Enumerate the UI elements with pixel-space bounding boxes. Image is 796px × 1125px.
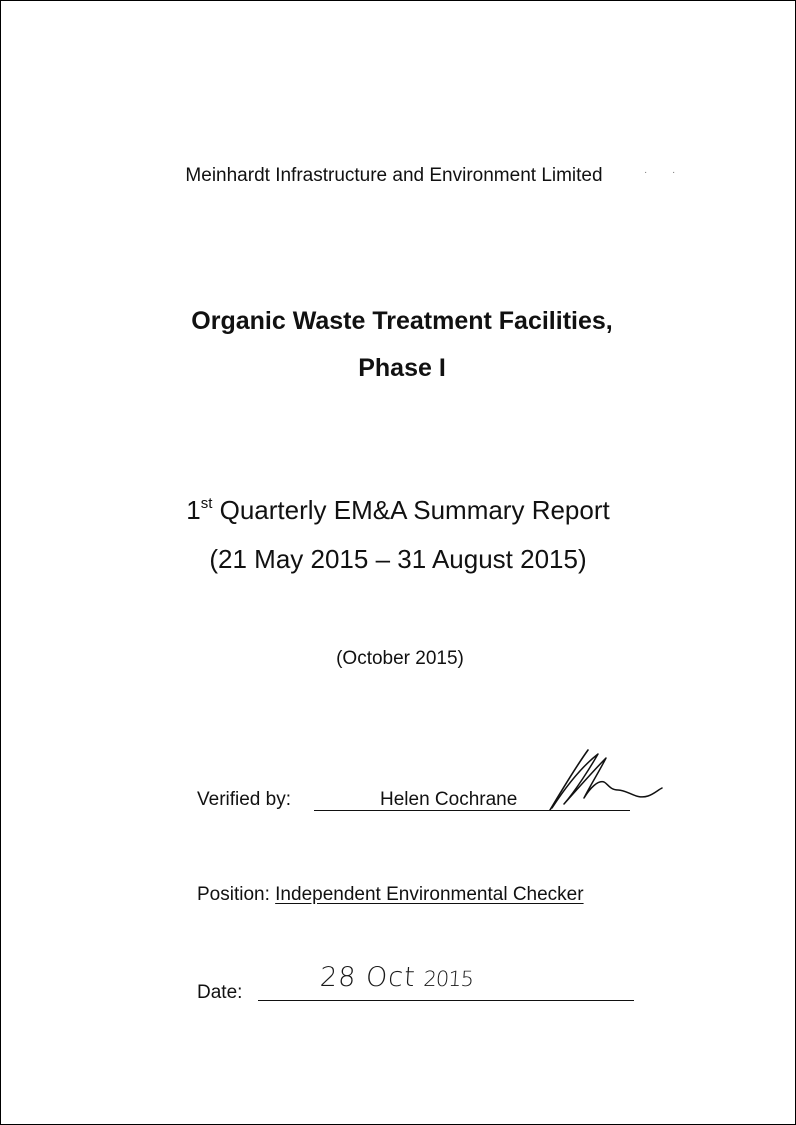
verified-by-label: Verified by: bbox=[197, 789, 291, 810]
report-title bbox=[0, 495, 796, 526]
verifier-name: Helen Cochrane bbox=[380, 789, 518, 810]
report-ordinal-suffix: st bbox=[200, 495, 213, 512]
scan-speck: · bbox=[644, 167, 648, 178]
position-row bbox=[197, 884, 584, 906]
company-name-text: Meinhardt Infrastructure and Environment Limited bbox=[185, 165, 603, 186]
date-underline bbox=[258, 1000, 634, 1001]
date-label: Date: bbox=[197, 982, 243, 1003]
handwritten-date-year: 2015 bbox=[422, 967, 474, 991]
report-period: (21 May 2015 – 31 August 2015) bbox=[209, 544, 587, 574]
signature-icon bbox=[540, 748, 665, 814]
handwritten-date bbox=[319, 962, 474, 993]
report-title-text: Quarterly EM&A Summary Report bbox=[212, 495, 610, 525]
project-title-line-1: Organic Waste Treatment Facilities, bbox=[191, 307, 613, 335]
issue-date: (October 2015) bbox=[336, 648, 464, 669]
position-label: Position: bbox=[197, 884, 270, 905]
company-name bbox=[0, 165, 792, 187]
project-title-line-2: Phase I bbox=[358, 354, 446, 382]
handwritten-date-day-month: 28 Oct bbox=[318, 962, 417, 993]
report-ordinal-number: 1 bbox=[186, 495, 201, 525]
position-value: Independent Environmental Checker bbox=[275, 884, 584, 905]
scan-speck: · bbox=[672, 167, 676, 178]
